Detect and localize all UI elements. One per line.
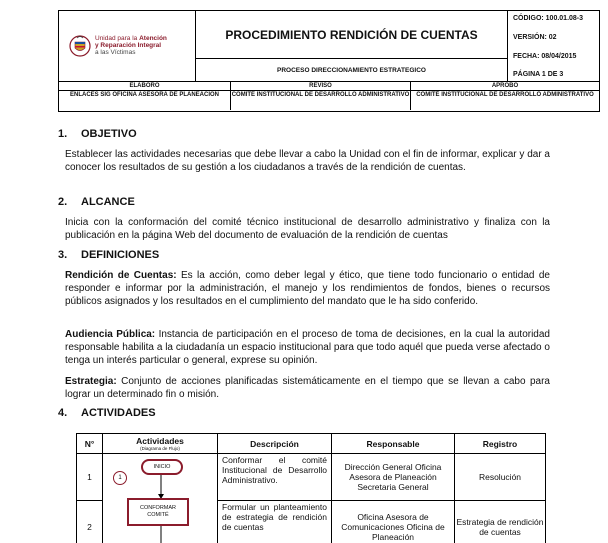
document-title: PROCEDIMIENTO RENDICIÓN DE CUENTAS [196,11,508,59]
col-header-record: Registro [455,434,545,454]
flow-connector-circle: 1 [113,471,127,485]
document-meta [508,11,599,81]
col-header-responsible: Responsable [332,434,455,454]
definition-rendicion: Rendición de Cuentas: Es la acción, como deber legal y ético, que tiene todo funcionario o entidad de responder e informar por la administración, el manejo y los rendimientos de fondos, bienes o recursos públicos asignados y los resultados en el cumplimiento del mandato que le ha sido conferido. [65,270,550,307]
row2-responsible: Oficina Asesora de Comunicaciones Oficina de Planeación [332,501,455,543]
row2-num: 2 [77,501,103,543]
activities-table [76,433,546,543]
row1-description: Conformar el comité Institucional de Desarrollo Administrativo. [218,454,332,501]
coat-of-arms-icon [69,33,91,59]
row1-record: Resolución [455,454,545,501]
section-actividades-heading: 4. ACTIVIDADES [58,407,156,419]
row1-num: 1 [77,454,103,501]
logo-cell [59,11,196,81]
row2-description: Formular un planteamiento de estrategia de rendición de cuentas [218,501,332,543]
elaboro-cell [59,82,231,110]
page-label: PÁGINA 1 DE 3 [513,71,564,78]
reviso-cell [231,82,411,110]
flow-step-conformar: CONFORMAR COMITÉ [127,498,189,526]
code-label: CÓDIGO: 100.01.08-3 [513,15,584,22]
section-objetivo-text: Establecer las actividades necesarias que debe llevar a cabo la Unidad con el fin de informar, explicar y dar a conocer los resultados de su gestión a los ciudadanos a través de la rendición de cuentas. [65,149,550,173]
col-header-description: Descripción [218,434,332,454]
definition-estrategia: Estrategia: Conjunto de acciones planificadas sistemáticamente en el tiempo que se llevan a cabo para lograr un determinado fin o misión. [65,376,550,400]
logo-text: Unidad para la Atención y Reparación Integral a las Víctimas [95,35,167,56]
document-header [58,10,600,82]
col-header-num: N° [77,434,103,454]
elaboro-value: ENLACES SIG OFICINA ASESORA DE PLANEACIÓN [69,92,219,98]
date-label: FECHA: 08/04/2015 [513,53,577,60]
section-alcance-text: Inicia con la conformación del comité técnico institucional de desarrollo administrativo y finaliza con la publicación en la página Web del documento de evaluación de la rendición de cuentas [65,217,550,241]
definition-audiencia: Audiencia Pública: Instancia de participación en el proceso de toma de decisiones, en la cual la autoridad responsable habilita a la ciudadanía un espacio institucional para que todo aquél que pueda verse afectado o tenga un interés particular o general, exprese su opinión. [65,329,550,366]
elaboro-label: ELABORÓ [59,82,230,91]
section-definiciones-heading: 3. DEFINICIONES [58,249,160,261]
col-header-activities: Actividades (Diagrama de Flujo) [103,434,218,454]
version-label: VERSIÓN: 02 [513,34,557,41]
row1-responsible: Dirección General Oficina Asesora de Planeación Secretaria General [332,454,455,501]
reviso-value: COMITÉ INSTITUCIONAL DE DESARROLLO ADMINISTRATIVO [231,92,410,98]
process-name: PROCESO DIRECCIONAMIENTO ESTRATEGICO [196,59,508,81]
aprobo-cell [411,82,599,110]
section-objetivo-heading: 1. OBJETIVO [58,128,137,140]
flow-start-oval: INICIO [141,459,183,475]
row2-record: Estrategia de rendición de cuentas [456,517,544,537]
section-alcance-heading: 2. ALCANCE [58,196,135,208]
approval-row [58,82,600,112]
reviso-label: REVISÓ [231,82,410,91]
aprobo-label: APROBÓ [411,82,599,91]
aprobo-value: COMITÉ INSTITUCIONAL DE DESARROLLO ADMINISTRATIVO [416,92,594,98]
